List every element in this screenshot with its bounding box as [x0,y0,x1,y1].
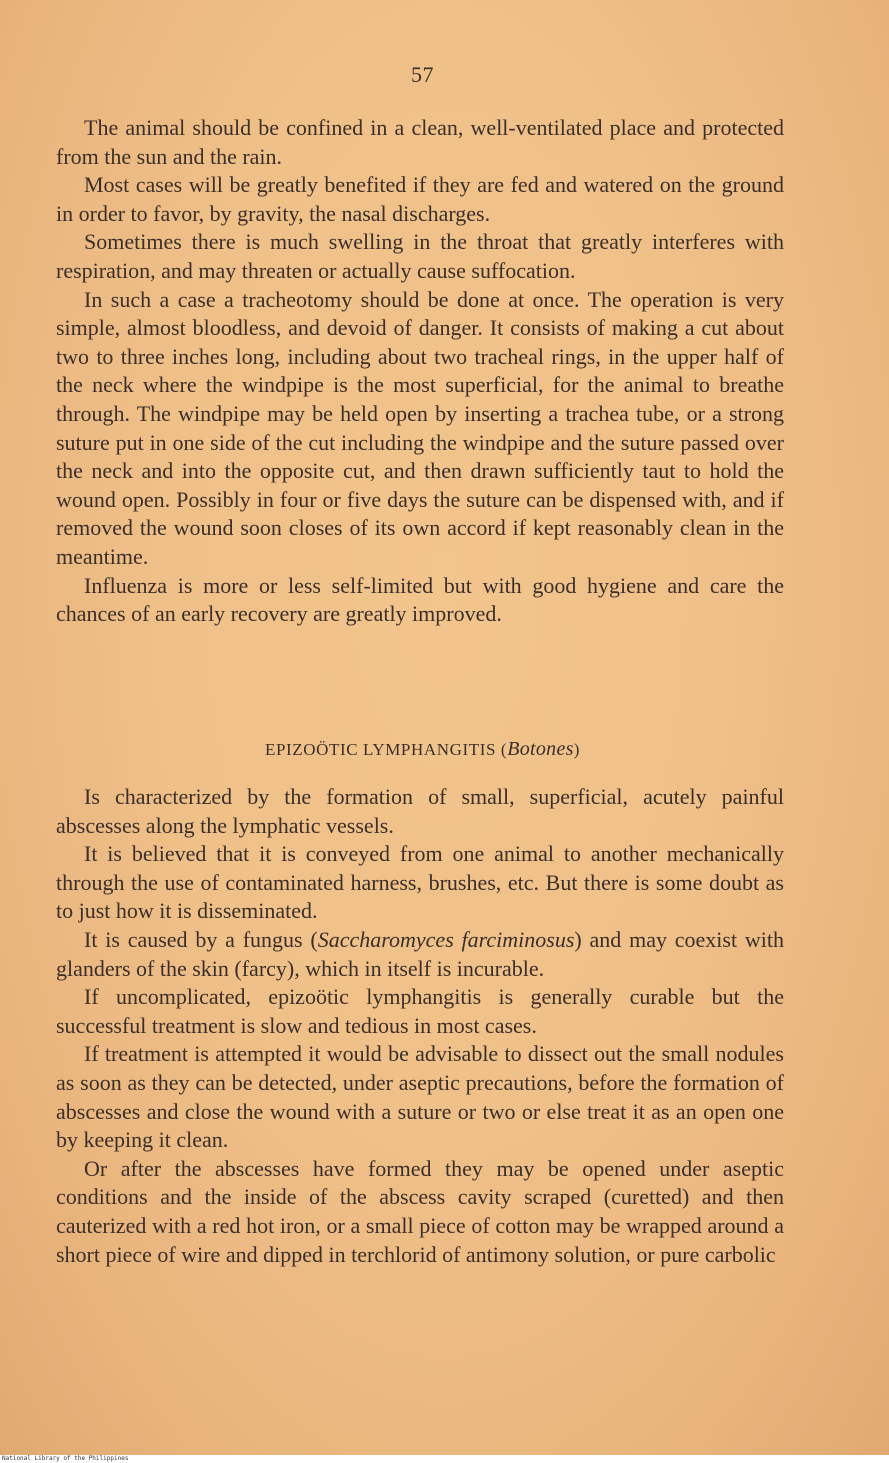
paragraph: Influenza is more or less self-limited but with good hygiene and care the chances of an early recovery are greatly improved. [56,572,784,627]
section-heading [0,738,845,761]
paragraph: If treatment is attempted it would be advisable to dissect out the small nodules as soon as they can be detected, under aseptic precautions, before the formation of abscesses and close the wound with a suture or two or else treat it as an open one by keeping it clean. [56,1041,784,1153]
heading-open-paren: ( [496,740,508,759]
paragraph: Is characterized by the formation of small, superficial, acutely painful abscesses along the lymphatic vessels. [56,784,784,838]
library-watermark-label: National Library of the Philippines [2,1455,129,1462]
paragraph: Or after the abscesses have formed they may be opened under aseptic conditions and the inside of the abscess cavity scraped (curetted) and then cauterized with a red hot iron, or a small piece of cotton may be wrapped around a short piece of wire and dipped in terchlorid of antimony solution, or pure carbolic [56,1155,784,1267]
paragraph: It is believed that it is conveyed from one animal to another mechanically through the use of contaminated harness, brushes, etc. But there is some doubt as to just how it is disseminated. [56,841,784,924]
footer-strip [0,1455,889,1463]
paragraph: Most cases will be greatly benefited if they are fed and watered on the ground in order to favor, by gravity, the nasal discharges. [56,172,784,226]
species-name: Saccharomyces farciminosus [317,926,575,952]
heading-main: EPIZOÖTIC LYMPHANGITIS [264,740,497,759]
paragraph-text: ) and may coexist with glanders of the skin (farcy), which in itself is incurable. [56,926,784,981]
heading-close-paren: ) [573,740,580,759]
heading-italic: Botones [507,738,574,760]
body-text-top [56,114,784,629]
body-text-bottom [56,783,784,1269]
page-number: 57 [411,62,434,87]
paragraph-text: It is caused by a fungus ( [84,926,318,952]
paragraph: In such a case a tracheotomy should be done at once. The operation is very simple, almost bloodless, and devoid of danger. It consists of making a cut about two to three inches long, including about two tracheal rings, in the upper half of the neck where the windpipe is the most superficial, for the animal to breathe through. The windpipe may be held open by inserting a trachea tube, or a strong suture put in one side of the cut including the windpipe and the suture passed over the neck and into the opposite cut, and then drawn sufficiently taut to hold the wound open. Possibly in four or five days the suture can be dispensed with, and if removed the wound soon closes of its own accord if kept reasonably clean in the meantime. [56,286,784,569]
paragraph: The animal should be confined in a clean, well-ventilated place and protected from the sun and the rain. [56,115,784,169]
paragraph [56,926,784,983]
paragraph: If uncomplicated, epizoötic lymphangitis is generally curable but the successful treatment is slow and tedious in most cases. [56,984,784,1038]
paragraph: Sometimes there is much swelling in the throat that greatly interferes with respiration, and may threaten or actually cause suffocation. [56,229,784,283]
